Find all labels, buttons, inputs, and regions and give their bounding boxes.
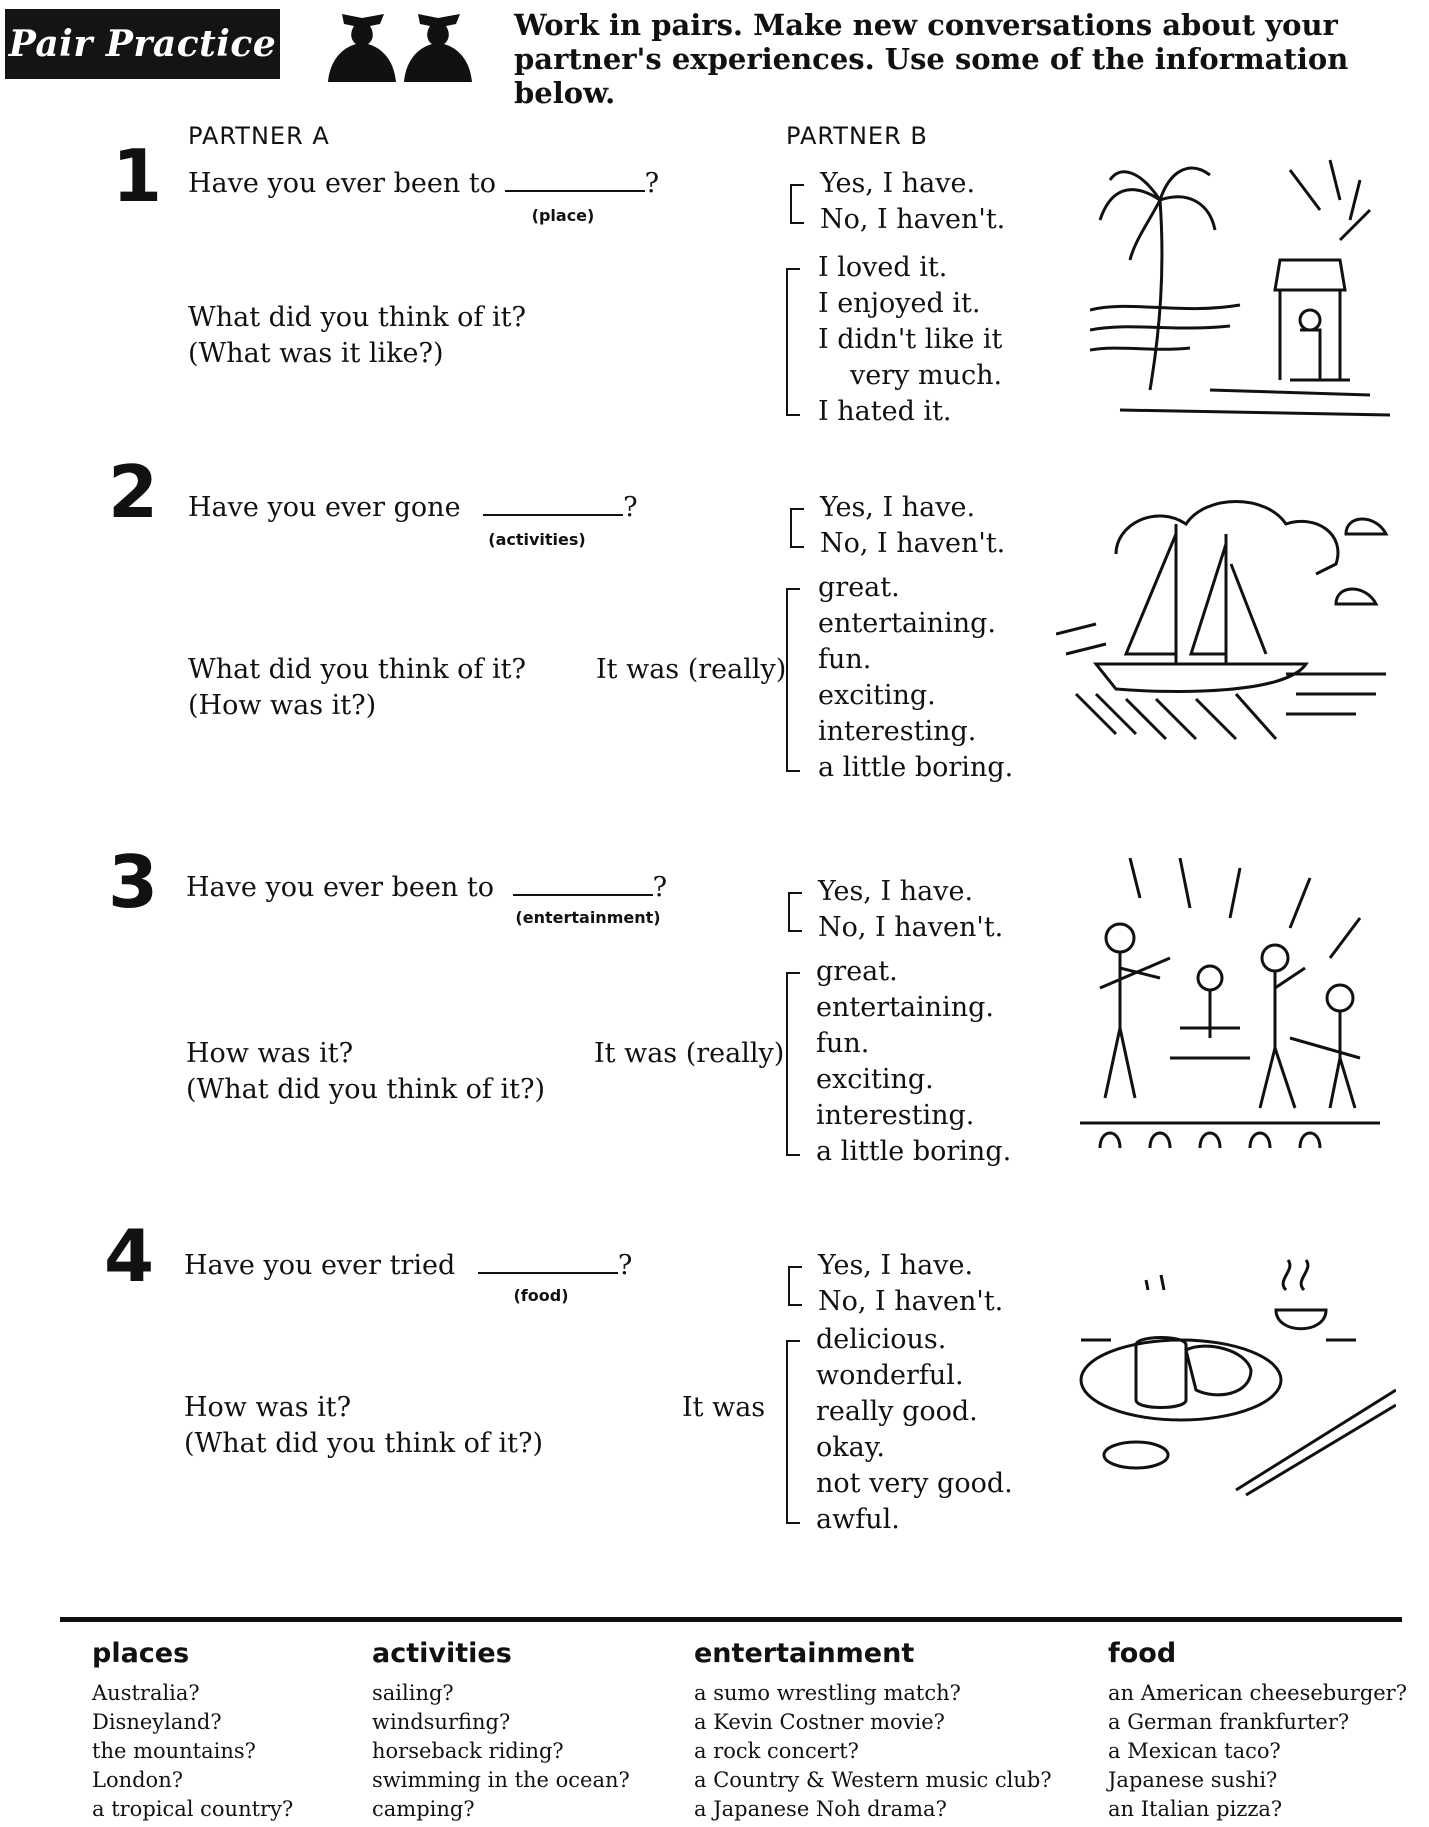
- section-1-question-text: Have you ever been to: [188, 168, 496, 199]
- response-item: I loved it.: [818, 252, 948, 283]
- sailboat-icon: [1056, 494, 1396, 744]
- question-mark: ?: [644, 168, 660, 199]
- response-item: entertaining.: [816, 992, 994, 1023]
- response-item: very much.: [850, 360, 1003, 391]
- followup-line-2: (What did you think of it?): [184, 1428, 544, 1459]
- section-4-question-text: Have you ever tried: [184, 1250, 456, 1281]
- tropical-beach-icon: [1090, 150, 1390, 420]
- responses-bracket: [786, 1340, 800, 1524]
- followup-line-1: How was it?: [184, 1392, 352, 1423]
- yes-answer: Yes, I have.: [820, 168, 976, 199]
- sushi-plate-icon: [1076, 1250, 1396, 1500]
- vocab-item: Disneyland?: [92, 1710, 222, 1734]
- followup-line-1: How was it?: [186, 1038, 354, 1069]
- section-2-question: [188, 490, 638, 526]
- vocab-item: a tropical country?: [92, 1797, 294, 1821]
- section-divider: [60, 1617, 1402, 1622]
- response-item: great.: [816, 956, 898, 987]
- section-2-yes-no: [820, 490, 1005, 562]
- question-mark: ?: [623, 492, 638, 523]
- answer-blank: [483, 492, 623, 516]
- section-2-lead: It was (really): [596, 654, 787, 685]
- instruction-line-2: partner's experiences. Use some of the information below.: [514, 42, 1349, 110]
- section-1-followup: [188, 300, 526, 372]
- response-item: okay.: [816, 1432, 885, 1463]
- response-item: great.: [818, 572, 900, 603]
- responses-bracket: [786, 268, 800, 416]
- vocab-item: a Mexican taco?: [1108, 1739, 1281, 1763]
- yes-answer: Yes, I have.: [820, 492, 976, 523]
- responses-bracket: [786, 588, 800, 772]
- blank-label: (food): [513, 1286, 569, 1305]
- response-item: exciting.: [818, 680, 936, 711]
- vocab-places: [92, 1638, 293, 1824]
- section-3-followup: [186, 1036, 545, 1108]
- pair-practice-badge: Pair Practice: [5, 9, 280, 79]
- section-1-responses: [818, 250, 1002, 430]
- yes-no-bracket: [788, 1266, 802, 1306]
- response-item: fun.: [818, 644, 872, 675]
- vocab-heading: entertainment: [694, 1638, 915, 1669]
- yes-no-bracket: [790, 184, 804, 224]
- section-2-question-text: Have you ever gone: [188, 492, 461, 523]
- yes-no-bracket: [788, 892, 802, 932]
- response-item: exciting.: [816, 1064, 934, 1095]
- partner-b-heading: PARTNER B: [786, 122, 928, 150]
- followup-line-2: (What did you think of it?): [186, 1074, 546, 1105]
- response-item: a little boring.: [816, 1136, 1012, 1167]
- section-4-responses: [816, 1322, 1013, 1538]
- response-item: wonderful.: [816, 1360, 964, 1391]
- question-mark: ?: [652, 872, 668, 903]
- vocab-item: London?: [92, 1768, 183, 1792]
- section-3-number: 3: [108, 840, 159, 924]
- vocab-item: windsurfing?: [372, 1710, 511, 1734]
- vocab-item: a sumo wrestling match?: [694, 1681, 961, 1705]
- section-4-question: [184, 1248, 632, 1284]
- response-item: entertaining.: [818, 608, 996, 639]
- response-item: really good.: [816, 1396, 978, 1427]
- vocab-item: the mountains?: [92, 1739, 256, 1763]
- response-item: I enjoyed it.: [818, 288, 981, 319]
- vocab-entertainment: [694, 1638, 1052, 1824]
- response-item: I hated it.: [818, 396, 952, 427]
- response-item: interesting.: [816, 1100, 975, 1131]
- section-3-question-text: Have you ever been to: [186, 872, 494, 903]
- section-4-number: 4: [104, 1214, 155, 1298]
- vocab-item: a Kevin Costner movie?: [694, 1710, 945, 1734]
- two-people-silhouette-icon: [322, 8, 492, 82]
- section-4-yes-no: [818, 1248, 1003, 1320]
- no-answer: No, I haven't.: [818, 912, 1004, 943]
- followup-line-1: What did you think of it?: [188, 302, 526, 333]
- yes-answer: Yes, I have.: [818, 1250, 974, 1281]
- vocab-item: Australia?: [92, 1681, 200, 1705]
- section-1-yes-no: [820, 166, 1005, 238]
- vocab-heading: activities: [372, 1638, 512, 1669]
- no-answer: No, I haven't.: [820, 528, 1006, 559]
- followup-line-1: What did you think of it?: [188, 654, 526, 685]
- response-item: awful.: [816, 1504, 900, 1535]
- section-2-responses: [818, 570, 1013, 786]
- section-2-followup: [188, 652, 526, 724]
- response-item: I didn't like it: [818, 324, 1003, 355]
- section-3-lead: It was (really): [594, 1038, 785, 1069]
- responses-bracket: [786, 972, 800, 1156]
- vocab-item: Japanese sushi?: [1108, 1768, 1278, 1792]
- vocab-item: sailing?: [372, 1681, 454, 1705]
- vocab-item: a Japanese Noh drama?: [694, 1797, 947, 1821]
- response-item: a little boring.: [818, 752, 1014, 783]
- answer-blank: [478, 1250, 618, 1274]
- answer-blank: [505, 168, 645, 192]
- blank-label: (entertainment): [515, 908, 661, 927]
- section-3-question: [186, 870, 667, 906]
- section-4-followup: [184, 1390, 543, 1462]
- yes-answer: Yes, I have.: [818, 876, 974, 907]
- vocab-item: swimming in the ocean?: [372, 1768, 630, 1792]
- section-3-responses: [816, 954, 1011, 1170]
- response-item: fun.: [816, 1028, 870, 1059]
- vocab-food: [1108, 1638, 1407, 1824]
- followup-line-2: (How was it?): [188, 690, 377, 721]
- vocab-heading: food: [1108, 1638, 1177, 1669]
- vocab-item: a German frankfurter?: [1108, 1710, 1350, 1734]
- yes-no-bracket: [790, 508, 804, 548]
- no-answer: No, I haven't.: [820, 204, 1006, 235]
- vocab-item: a Country & Western music club?: [694, 1768, 1052, 1792]
- vocab-item: horseback riding?: [372, 1739, 564, 1763]
- vocab-item: an Italian pizza?: [1108, 1797, 1283, 1821]
- blank-label: (activities): [488, 530, 586, 549]
- response-item: not very good.: [816, 1468, 1013, 1499]
- response-item: interesting.: [818, 716, 977, 747]
- vocab-heading: places: [92, 1638, 190, 1669]
- question-mark: ?: [617, 1250, 633, 1281]
- rock-band-icon: [1060, 858, 1390, 1148]
- vocab-item: an American cheeseburger?: [1108, 1681, 1407, 1705]
- followup-line-2: (What was it like?): [188, 338, 444, 369]
- section-4-lead: It was: [682, 1392, 766, 1423]
- partner-a-heading: PARTNER A: [188, 122, 330, 150]
- answer-blank: [513, 872, 653, 896]
- section-1-question: [188, 166, 659, 202]
- vocab-item: camping?: [372, 1797, 475, 1821]
- response-item: delicious.: [816, 1324, 947, 1355]
- section-2-number: 2: [108, 450, 159, 534]
- vocab-activities: [372, 1638, 630, 1824]
- section-3-yes-no: [818, 874, 1003, 946]
- section-1-number: 1: [112, 134, 163, 218]
- blank-label: (place): [531, 206, 595, 225]
- no-answer: No, I haven't.: [818, 1286, 1004, 1317]
- instruction-text: [514, 8, 1414, 110]
- vocab-item: a rock concert?: [694, 1739, 859, 1763]
- instruction-line-1: Work in pairs. Make new conversations about your: [514, 8, 1338, 42]
